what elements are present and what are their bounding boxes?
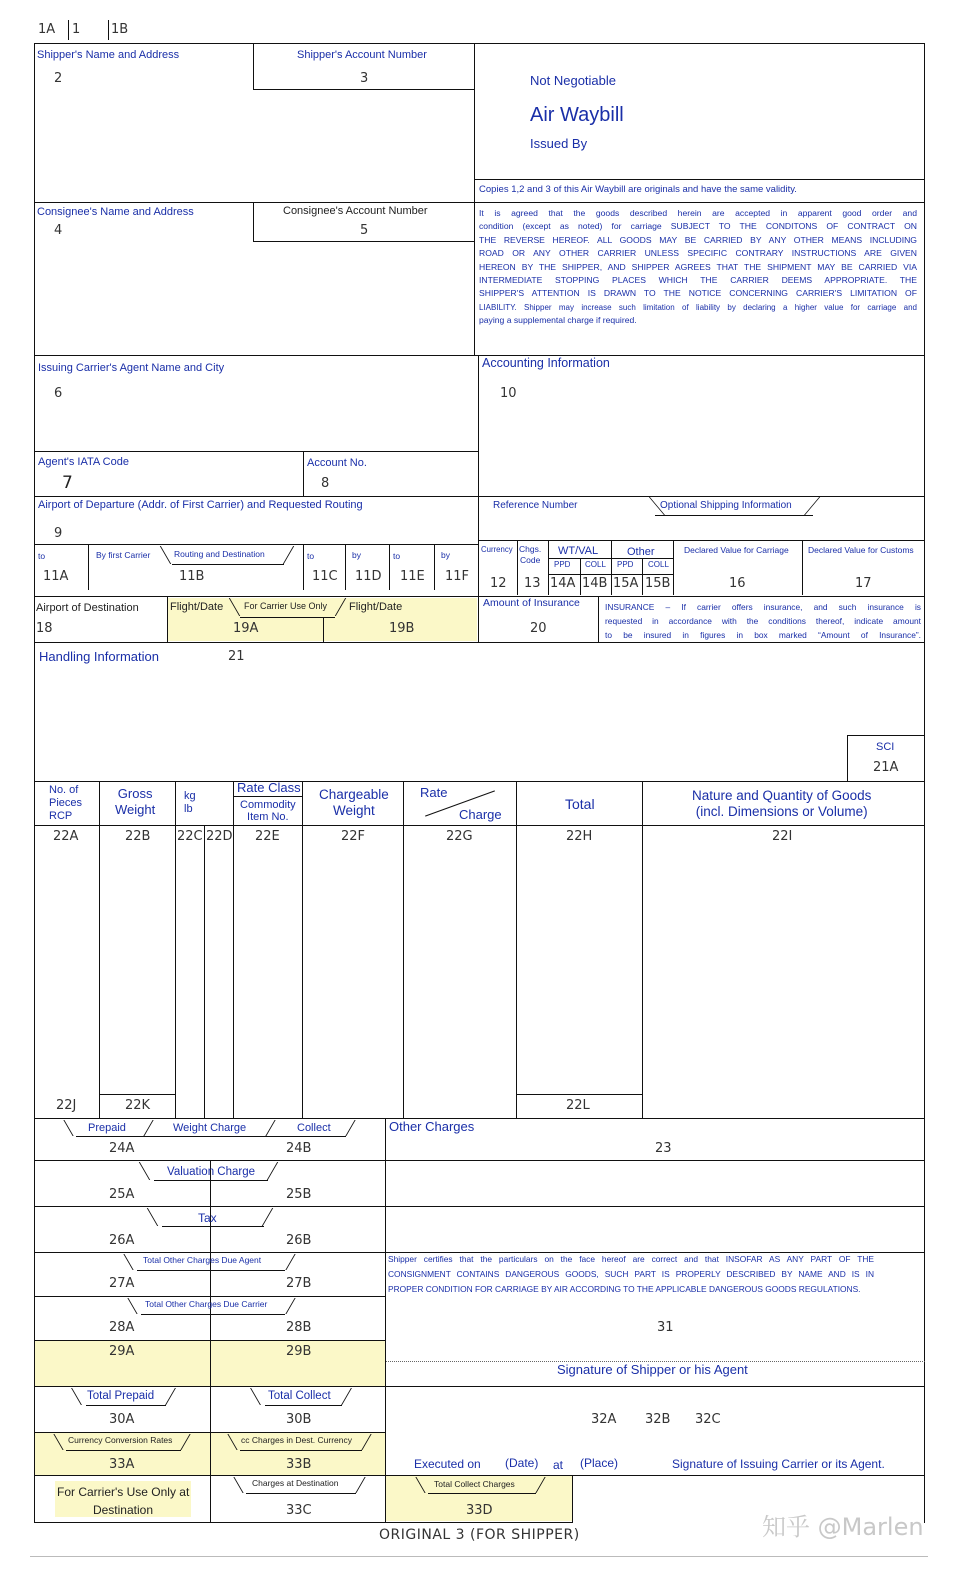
routing-destination: Routing and Destination <box>174 549 265 559</box>
declared-carriage-label: Declared Value for Carriage <box>684 545 789 555</box>
code-22h[interactable]: 22H <box>566 829 593 844</box>
flight-date-1: Flight/Date <box>170 601 224 613</box>
rate-class-header: Rate Class <box>237 780 301 795</box>
code-32a[interactable]: 32A <box>591 1412 617 1427</box>
consignee-account-code: 5 <box>360 223 369 238</box>
accounting-code: 10 <box>500 386 517 401</box>
code-11d[interactable]: 11D <box>355 569 382 584</box>
ppd-label-2: PPD <box>617 560 634 569</box>
code-25a[interactable]: 25A <box>109 1187 135 1202</box>
code-22i[interactable]: 22I <box>772 829 793 844</box>
wtval-label: WT/VAL <box>558 545 599 557</box>
tax-label: Tax <box>198 1211 217 1225</box>
code-28a[interactable]: 28A <box>109 1320 135 1335</box>
code-33a[interactable]: 33A <box>109 1457 135 1472</box>
destination-label: Airport of Destination <box>36 602 139 614</box>
coll-label-1: COLL <box>585 560 606 569</box>
code-19a[interactable]: 19A <box>233 621 259 636</box>
code-30a[interactable]: 30A <box>109 1412 135 1427</box>
code-26a[interactable]: 26A <box>109 1233 135 1248</box>
other-charges-code[interactable]: 23 <box>655 1141 672 1156</box>
shipper-account-code: 3 <box>360 71 369 86</box>
routing-by-3: by <box>441 550 450 560</box>
gross-weight-header: Gross Weight <box>115 786 156 817</box>
code-22c[interactable]: 22C <box>177 829 203 844</box>
charge-header: Charge <box>459 807 502 822</box>
code-22e[interactable]: 22E <box>255 829 280 844</box>
code-14a[interactable]: 14A <box>550 576 576 591</box>
code-1a: 1A <box>38 22 56 37</box>
cc-charges-label: cc Charges in Dest. Currency <box>241 1435 353 1445</box>
account-no-code[interactable]: 8 <box>321 476 330 491</box>
accounting-label: Accounting Information <box>482 356 610 370</box>
consignee-code: 4 <box>54 223 63 238</box>
other-carrier-label: Total Other Charges Due Carrier <box>145 1299 268 1309</box>
code-22l[interactable]: 22L <box>566 1098 590 1113</box>
code-26b[interactable]: 26B <box>286 1233 312 1248</box>
agent-label: Issuing Carrier's Agent Name and City <box>38 362 225 374</box>
execution-at: at <box>553 1458 564 1472</box>
departure-label: Airport of Departure (Addr. of First Carrier) and Requested Routing <box>38 499 363 511</box>
code-15a[interactable]: 15A <box>613 576 639 591</box>
code-11f[interactable]: 11F <box>445 569 470 584</box>
conversion-label: Currency Conversion Rates <box>68 1435 173 1445</box>
commodity-header: Commodity Item No. <box>240 799 296 823</box>
code-19b[interactable]: 19B <box>389 621 415 636</box>
departure-code: 9 <box>54 526 63 541</box>
code-label: Code <box>520 555 541 565</box>
code-11b[interactable]: 11B <box>179 569 205 584</box>
flight-date-2: Flight/Date <box>349 601 403 613</box>
code-27b[interactable]: 27B <box>286 1276 312 1291</box>
code-22g[interactable]: 22G <box>446 829 473 844</box>
handling-code: 21 <box>228 649 245 664</box>
code-14b[interactable]: 14B <box>582 576 608 591</box>
execution-place[interactable]: (Place) <box>580 1456 619 1470</box>
code-11e[interactable]: 11E <box>400 569 425 584</box>
pieces-header: No. of Pieces RCP <box>49 784 83 822</box>
watermark: 知乎 @Marlen <box>762 1513 924 1541</box>
certification-code[interactable]: 31 <box>657 1320 674 1335</box>
waybill-title: Air Waybill <box>530 104 624 126</box>
other-label: Other <box>627 546 655 558</box>
optional-shipping-label: Optional Shipping Information <box>660 500 792 511</box>
valuation-label: Valuation Charge <box>167 1166 256 1178</box>
execution-date[interactable]: (Date) <box>505 1456 539 1470</box>
code-32c[interactable]: 32C <box>695 1412 721 1427</box>
code-30b[interactable]: 30B <box>286 1412 312 1427</box>
original-footer: ORIGINAL 3 (FOR SHIPPER) <box>379 1527 580 1543</box>
code-11c[interactable]: 11C <box>312 569 338 584</box>
chargeable-weight-header: Chargeable Weight <box>319 787 389 818</box>
nature-header: Nature and Quantity of Goods (incl. Dimensions or Volume) <box>692 788 872 819</box>
executed-on-label: Executed on <box>414 1457 481 1471</box>
routing-to: to <box>38 551 46 561</box>
code-25b[interactable]: 25B <box>286 1187 312 1202</box>
by-first-carrier: By first Carrier <box>96 550 151 560</box>
code-11a[interactable]: 11A <box>43 569 69 584</box>
shipper-code: 2 <box>54 71 63 86</box>
kg-lb-header: kg lb <box>184 790 196 815</box>
other-agent-label: Total Other Charges Due Agent <box>143 1255 262 1265</box>
code-29b[interactable]: 29B <box>286 1344 312 1359</box>
routing-by-2: by <box>352 550 361 560</box>
code-13[interactable]: 13 <box>524 576 541 591</box>
carrier-use-only: For Carrier Use Only <box>244 601 328 611</box>
code-33b[interactable]: 33B <box>286 1457 312 1472</box>
consignee-label: Consignee's Name and Address <box>37 206 194 218</box>
chgs-label: Chgs. <box>519 544 542 554</box>
code-22k[interactable]: 22K <box>125 1098 151 1113</box>
routing-to-3: to <box>393 551 401 561</box>
declared-customs-label: Declared Value for Customs <box>808 545 914 555</box>
routing-to-2: to <box>307 551 315 561</box>
weight-charge-label: Weight Charge <box>173 1122 247 1134</box>
destination-code: 18 <box>36 621 53 636</box>
handling-label: Handling Information <box>39 649 159 664</box>
shipper-account-label: Shipper's Account Number <box>297 49 427 61</box>
insurance-label: Amount of Insurance <box>483 597 580 609</box>
iata-code[interactable]: 7 <box>62 473 73 493</box>
other-charges-label: Other Charges <box>389 1119 475 1134</box>
code-22d[interactable]: 22D <box>206 829 233 844</box>
coll-label-2: COLL <box>648 560 669 569</box>
code-17[interactable]: 17 <box>855 576 872 591</box>
insurance-notice: INSURANCE – If carrier offers insurance, and such insurance is requested in accordance with the conditions thereof, indicate amount to be insured in figures in box marked “Amount of Insurance”. <box>605 602 921 640</box>
code-22a[interactable]: 22A <box>53 829 79 844</box>
agent-code: 6 <box>54 386 63 401</box>
code-24b[interactable]: 24B <box>286 1141 312 1156</box>
total-prepaid-label: Total Prepaid <box>87 1390 155 1402</box>
code-28b[interactable]: 28B <box>286 1320 312 1335</box>
consignee-account-label: Consignee's Account Number <box>283 205 428 217</box>
shipper-label: Shipper's Name and Address <box>37 49 180 61</box>
code-27a[interactable]: 27A <box>109 1276 135 1291</box>
account-no-label: Account No. <box>307 457 367 469</box>
shipper-certification: Shipper certifies that the particulars on the face hereof are correct and that INSOFAR AS ANY PART OF THE CONSIGNMENT CONTAINS DANGEROUS GOODS, SUCH PART IS PROPERLY DESCRIBED BY NAME AND IS IN PROPER CONDITION FOR CARRIAGE BY AIR ACCORDING TO THE APPLICABLE DANGEROUS GOODS REGULATIONS. <box>388 1254 874 1294</box>
sci-label: SCI <box>876 741 895 753</box>
code-24a[interactable]: 24A <box>109 1141 135 1156</box>
code-22j[interactable]: 22J <box>56 1098 77 1113</box>
sci-code: 21A <box>873 760 899 775</box>
code-32b[interactable]: 32B <box>645 1412 671 1427</box>
code-22f[interactable]: 22F <box>341 829 366 844</box>
code-1b: 1B <box>111 22 129 37</box>
total-collect-label: Total Collect <box>268 1390 331 1402</box>
charges-destination-label: Charges at Destination <box>252 1478 339 1488</box>
collect-label: Collect <box>297 1122 331 1134</box>
contract-terms: It is agreed that the goods described herein are accepted in apparent good order and condition (except as noted) for carriage SUBJECT TO THE CONDITONS OF CONTRACT ON THE REVERSE HEREOF. ALL GOODS MAY BE CARRIED BY ANY OTHER MEANS INCLUDING ROAD OR ANY OTHER CARRIER UNLESS SPECIFIC CONTRARY INSTRUCTIONS ARE GIVEN HEREON BY THE SHIPPER, AND SHIPPER AGREES THAT THE SHIPMENT MAY BE CARRIED VIA INTERMEDIATE STOPPING PLACES WHICH THE CARRIER DEEMS APPROPRIATE. THE SHIPPER'S ATTENTION IS DRAWN TO THE NOTICE CONCERNING CARRIER'S LIMITATION OF LIABILITY. Shipper may increase such limitation of liability by declaring a higher value for carriage and paying a supplemental charge if required. <box>479 208 917 326</box>
not-negotiable: Not Negotiable <box>530 73 616 88</box>
code-22b[interactable]: 22B <box>125 829 151 844</box>
insurance-code[interactable]: 20 <box>530 621 547 636</box>
code-33c[interactable]: 33C <box>286 1503 312 1518</box>
currency-label: Currency <box>481 545 513 554</box>
copies-note: Copies 1,2 and 3 of this Air Waybill are originals and have the same validity. <box>479 184 797 195</box>
shipper-signature-label: Signature of Shipper or his Agent <box>557 1362 748 1377</box>
iata-label: Agent's IATA Code <box>38 456 129 468</box>
ppd-label-1: PPD <box>554 560 571 569</box>
reference-label: Reference Number <box>493 500 578 511</box>
issued-by: Issued By <box>530 136 588 151</box>
total-collect-charges-label: Total Collect Charges <box>434 1479 515 1489</box>
carrier-use-destination: For Carrier's Use Only at Destination <box>57 1485 190 1517</box>
prepaid-label: Prepaid <box>88 1122 126 1134</box>
code-33d[interactable]: 33D <box>466 1503 493 1518</box>
code-15b[interactable]: 15B <box>645 576 671 591</box>
rate-header: Rate <box>420 785 448 800</box>
code-16[interactable]: 16 <box>729 576 746 591</box>
code-1: 1 <box>72 22 81 37</box>
carrier-signature-label: Signature of Issuing Carrier or its Agent. <box>672 1457 885 1471</box>
code-12[interactable]: 12 <box>490 576 507 591</box>
total-header: Total <box>565 796 595 812</box>
code-29a[interactable]: 29A <box>109 1344 135 1359</box>
